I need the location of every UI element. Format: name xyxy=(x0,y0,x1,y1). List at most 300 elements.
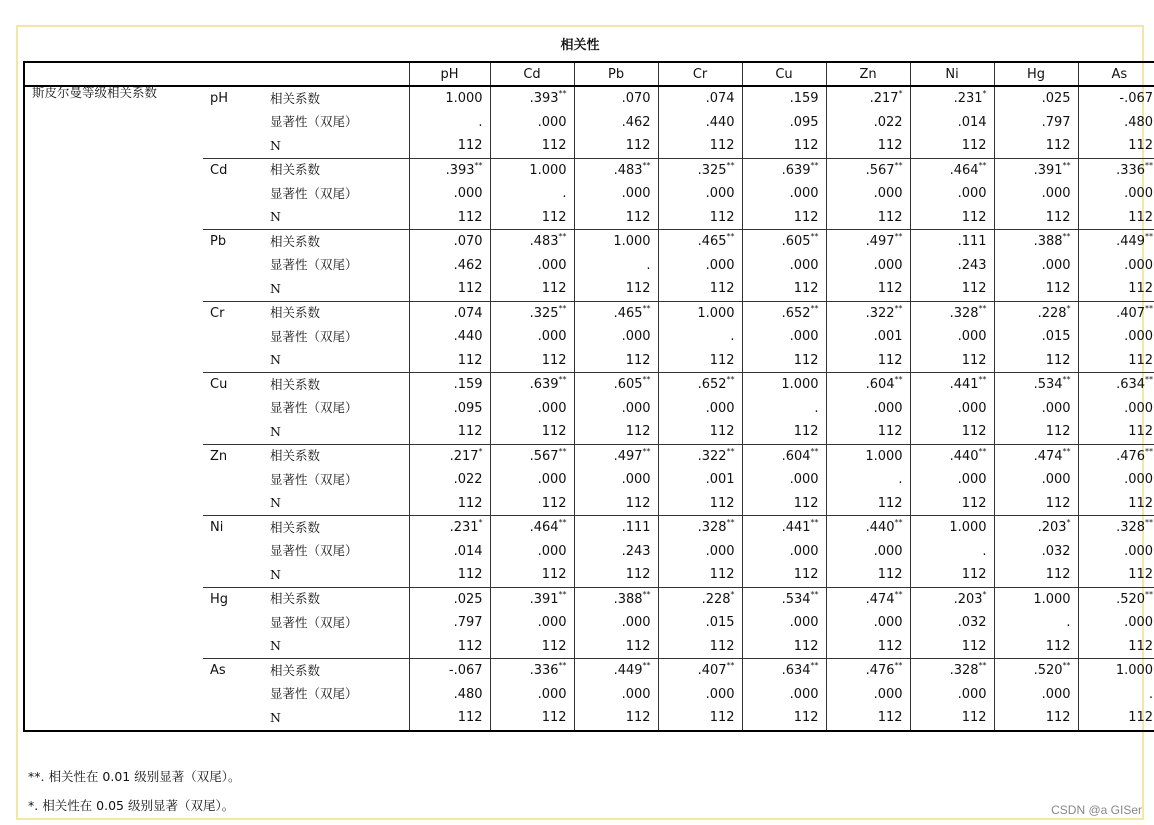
table-row xyxy=(24,86,1154,111)
table-cell xyxy=(826,516,910,540)
cell-value: .336 xyxy=(529,663,559,679)
significance-mark: ** xyxy=(558,661,567,671)
cell-value: 1.000 xyxy=(865,448,903,464)
cell-value: 1.000 xyxy=(445,91,483,107)
table-cell: .000 xyxy=(658,182,742,206)
cell-value: .322 xyxy=(865,305,895,321)
cell-value: .440 xyxy=(865,520,895,536)
table-cell xyxy=(1078,230,1154,254)
significance-mark: ** xyxy=(810,589,819,599)
table-cell: .000 xyxy=(574,397,658,421)
table-cell: .000 xyxy=(742,325,826,349)
cell-value: -.067 xyxy=(1119,91,1154,107)
cell-value: .520 xyxy=(1116,591,1146,607)
table-cell: .001 xyxy=(658,468,742,492)
significance-mark: * xyxy=(478,518,483,528)
table-cell: 112 xyxy=(1078,349,1154,373)
cell-value: .639 xyxy=(781,162,811,178)
significance-mark: ** xyxy=(642,446,651,456)
row-variable xyxy=(203,611,263,635)
significance-mark: ** xyxy=(810,661,819,671)
table-cell: 112 xyxy=(490,134,574,158)
table-cell: 112 xyxy=(574,206,658,230)
significance-mark: ** xyxy=(558,446,567,456)
table-cell: 112 xyxy=(742,420,826,444)
footnote-level: 0.05 xyxy=(96,798,125,813)
significance-mark: ** xyxy=(726,661,735,671)
cell-value: .652 xyxy=(697,377,727,393)
row-variable xyxy=(203,277,263,301)
row-variable: Hg xyxy=(203,587,263,611)
significance-mark: ** xyxy=(810,446,819,456)
table-cell xyxy=(1078,158,1154,182)
cell-value: .534 xyxy=(1033,377,1063,393)
table-cell: .000 xyxy=(1078,254,1154,278)
table-cell: .243 xyxy=(910,254,994,278)
table-cell: . xyxy=(574,254,658,278)
table-title: 相关性 xyxy=(560,38,600,53)
table-cell: .000 xyxy=(490,468,574,492)
table-cell: 112 xyxy=(742,635,826,659)
table-cell: .014 xyxy=(910,111,994,135)
cell-value: 1.000 xyxy=(781,377,819,393)
table-cell: .440 xyxy=(658,111,742,135)
cell-value: .605 xyxy=(613,377,643,393)
row-variable: pH xyxy=(210,91,229,107)
stat-label: 相关系数 xyxy=(263,444,409,468)
table-cell: 112 xyxy=(994,420,1078,444)
row-variable xyxy=(203,635,263,659)
table-cell: 112 xyxy=(574,349,658,373)
footnote-text: 级别显著（双尾）。 xyxy=(124,798,235,813)
table-cell: 112 xyxy=(574,492,658,516)
table-cell: .014 xyxy=(409,540,490,564)
table-cell: .000 xyxy=(826,397,910,421)
col-header: Pb xyxy=(574,62,658,86)
table-cell xyxy=(1078,301,1154,325)
significance-mark: ** xyxy=(978,446,987,456)
significance-mark: ** xyxy=(558,518,567,528)
table-cell: 112 xyxy=(490,563,574,587)
cell-value: .652 xyxy=(781,305,811,321)
table-cell xyxy=(574,659,658,683)
cell-value: .388 xyxy=(613,591,643,607)
table-cell: .000 xyxy=(742,468,826,492)
cell-value: .217 xyxy=(869,91,899,107)
table-cell: .243 xyxy=(574,540,658,564)
significance-mark: ** xyxy=(726,232,735,242)
cell-value: 1.000 xyxy=(949,520,987,536)
cell-value: .025 xyxy=(1041,91,1071,107)
table-cell: .000 xyxy=(490,683,574,707)
table-cell xyxy=(742,659,826,683)
significance-mark: ** xyxy=(642,589,651,599)
footnote-005 xyxy=(28,796,234,814)
table-cell: 112 xyxy=(490,349,574,373)
stat-label: 显著性（双尾） xyxy=(270,686,358,701)
table-cell: .000 xyxy=(742,182,826,206)
table-cell: 112 xyxy=(826,635,910,659)
cell-value: .497 xyxy=(865,234,895,250)
table-cell: 112 xyxy=(490,206,574,230)
cell-value: .393 xyxy=(529,91,559,107)
table-cell xyxy=(742,587,826,611)
significance-mark: ** xyxy=(726,160,735,170)
table-cell xyxy=(490,659,574,683)
table-cell: 112 xyxy=(742,492,826,516)
stat-label: 显著性（双尾） xyxy=(270,471,358,487)
table-cell: .000 xyxy=(994,683,1078,707)
row-variable xyxy=(203,325,263,349)
row-variable xyxy=(203,397,263,421)
table-cell: 112 xyxy=(658,134,742,158)
table-cell: 112 xyxy=(574,706,658,731)
significance-mark: * xyxy=(478,446,483,456)
table-cell xyxy=(490,444,574,468)
cell-value: .159 xyxy=(453,377,483,393)
table-cell: . xyxy=(409,111,490,135)
table-cell: .462 xyxy=(574,111,658,135)
table-cell: 112 xyxy=(826,420,910,444)
stat-label: N xyxy=(270,209,281,224)
cell-value: .328 xyxy=(949,663,979,679)
table-cell: .000 xyxy=(658,540,742,564)
table-cell: 112 xyxy=(409,349,490,373)
row-variable: Pb xyxy=(203,230,263,254)
significance-mark: ** xyxy=(894,661,903,671)
table-cell: .000 xyxy=(490,397,574,421)
cell-value: .474 xyxy=(865,591,895,607)
cell-value: .483 xyxy=(613,162,643,178)
table-cell: 112 xyxy=(1078,206,1154,230)
significance-mark: * xyxy=(730,589,735,599)
table-cell xyxy=(826,301,910,325)
row-variable: Cr xyxy=(203,301,263,325)
significance-mark: ** xyxy=(558,375,567,385)
table-cell xyxy=(658,373,742,397)
table-cell xyxy=(994,158,1078,182)
table-cell xyxy=(490,230,574,254)
cell-value: .534 xyxy=(781,591,811,607)
table-cell: .000 xyxy=(574,182,658,206)
row-variable xyxy=(203,349,263,373)
table-cell: 112 xyxy=(658,492,742,516)
table-cell: .000 xyxy=(574,468,658,492)
cell-value: .325 xyxy=(529,305,559,321)
cell-value: .231 xyxy=(449,520,479,536)
table-cell xyxy=(910,86,994,111)
cell-value: .520 xyxy=(1033,663,1063,679)
table-cell xyxy=(742,444,826,468)
stat-label: 显著性（双尾） xyxy=(270,400,358,415)
row-variable xyxy=(203,540,263,564)
table-cell: .000 xyxy=(742,540,826,564)
row-variable: Cd xyxy=(203,158,263,182)
row-variable xyxy=(203,683,263,707)
stat-label: 相关系数 xyxy=(263,587,409,611)
table-cell: . xyxy=(742,397,826,421)
group-label: 斯皮尔曼等级相关系数 xyxy=(32,85,158,100)
significance-mark: ** xyxy=(978,303,987,313)
col-header: Cu xyxy=(742,62,826,86)
table-cell: 112 xyxy=(826,349,910,373)
stat-label: N xyxy=(270,709,281,725)
cell-value: .228 xyxy=(701,591,731,607)
cell-value: 1.000 xyxy=(529,162,567,178)
stat-label: N xyxy=(270,137,281,153)
significance-mark: ** xyxy=(810,160,819,170)
col-header: Cd xyxy=(490,62,574,86)
stat-label: 相关系数 xyxy=(263,158,409,182)
table-cell xyxy=(409,587,490,611)
stat-label: 相关系数 xyxy=(263,230,409,254)
stat-label: 相关系数 xyxy=(263,301,409,325)
table-cell: .032 xyxy=(994,540,1078,564)
footnote-level: 0.01 xyxy=(102,769,131,784)
watermark: CSDN @a GISer xyxy=(1051,803,1142,817)
table-cell xyxy=(658,301,742,325)
table-cell: 112 xyxy=(658,420,742,444)
row-variable xyxy=(203,706,263,731)
significance-mark: ** xyxy=(894,589,903,599)
significance-mark: ** xyxy=(1062,232,1071,242)
cell-value: 1.000 xyxy=(613,234,651,250)
col-header: pH xyxy=(409,62,490,86)
table-cell: 112 xyxy=(994,277,1078,301)
cell-value: .497 xyxy=(613,448,643,464)
significance-mark: ** xyxy=(1062,446,1071,456)
table-cell xyxy=(574,158,658,182)
cell-value: .228 xyxy=(1037,305,1067,321)
cell-value: .449 xyxy=(613,663,643,679)
table-cell: .797 xyxy=(994,111,1078,135)
cell-value: .605 xyxy=(781,234,811,250)
header-row xyxy=(24,62,1154,86)
table-cell xyxy=(658,444,742,468)
table-cell: 112 xyxy=(910,349,994,373)
table-cell xyxy=(1078,587,1154,611)
significance-mark: ** xyxy=(1145,589,1154,599)
significance-mark: * xyxy=(982,89,987,99)
table-cell xyxy=(826,659,910,683)
cell-value: .328 xyxy=(697,520,727,536)
significance-mark: ** xyxy=(1145,446,1154,456)
cell-value: .328 xyxy=(1116,520,1146,536)
table-cell xyxy=(994,301,1078,325)
cell-value: .465 xyxy=(613,305,643,321)
cell-value: .604 xyxy=(865,377,895,393)
table-cell: . xyxy=(658,325,742,349)
row-variable xyxy=(203,254,263,278)
significance-mark: ** xyxy=(558,589,567,599)
stat-label: 显著性（双尾） xyxy=(270,257,358,272)
table-cell xyxy=(490,86,574,111)
significance-mark: ** xyxy=(1145,303,1154,313)
stat-label: 相关系数 xyxy=(263,659,409,683)
significance-mark: ** xyxy=(642,160,651,170)
table-cell: 112 xyxy=(994,134,1078,158)
table-cell xyxy=(658,659,742,683)
cell-value: .217 xyxy=(449,448,479,464)
stat-label: 相关系数 xyxy=(263,373,409,397)
table-cell: .000 xyxy=(490,540,574,564)
table-cell xyxy=(490,373,574,397)
table-cell: 112 xyxy=(826,706,910,731)
table-cell: .000 xyxy=(742,683,826,707)
table-cell: .000 xyxy=(490,111,574,135)
table-cell: .000 xyxy=(1078,468,1154,492)
table-cell: .000 xyxy=(742,254,826,278)
significance-mark: ** xyxy=(642,661,651,671)
significance-mark: ** xyxy=(1062,661,1071,671)
footnote-001 xyxy=(28,767,241,785)
table-cell xyxy=(658,587,742,611)
cell-value: .567 xyxy=(529,448,559,464)
table-cell: . xyxy=(1078,683,1154,707)
significance-mark: ** xyxy=(1145,232,1154,242)
table-cell: .480 xyxy=(409,683,490,707)
cell-value: .464 xyxy=(529,520,559,536)
significance-mark: ** xyxy=(1062,160,1071,170)
cell-value: 1.000 xyxy=(1115,663,1154,679)
table-cell xyxy=(994,516,1078,540)
table-cell xyxy=(490,158,574,182)
cell-value: .476 xyxy=(865,663,895,679)
significance-mark: ** xyxy=(474,160,483,170)
table-cell: .015 xyxy=(994,325,1078,349)
table-cell xyxy=(910,516,994,540)
table-cell: 112 xyxy=(826,134,910,158)
table-cell xyxy=(910,373,994,397)
significance-mark: ** xyxy=(1062,375,1071,385)
table-cell: .440 xyxy=(409,325,490,349)
significance-mark: * xyxy=(898,89,903,99)
significance-mark: ** xyxy=(978,160,987,170)
stat-label: 显著性（双尾） xyxy=(270,114,358,129)
table-cell: .000 xyxy=(1078,325,1154,349)
table-cell: .001 xyxy=(826,325,910,349)
row-variable xyxy=(203,420,263,444)
row-variable xyxy=(203,134,263,158)
table-cell xyxy=(1078,516,1154,540)
table-cell xyxy=(994,373,1078,397)
table-cell: 112 xyxy=(490,277,574,301)
table-cell: 112 xyxy=(409,492,490,516)
table-cell xyxy=(658,230,742,254)
significance-mark: * xyxy=(1066,303,1071,313)
table-cell: .462 xyxy=(409,254,490,278)
cell-value: .393 xyxy=(445,162,475,178)
significance-mark: ** xyxy=(894,160,903,170)
footnote-text: . 相关性在 xyxy=(34,798,97,813)
table-cell: .000 xyxy=(826,611,910,635)
cell-value: 1.000 xyxy=(1033,591,1071,607)
cell-value: .391 xyxy=(1033,162,1063,178)
cell-value: -.067 xyxy=(448,663,483,679)
significance-mark: ** xyxy=(558,89,567,99)
stat-label: 显著性（双尾） xyxy=(270,185,358,201)
table-cell xyxy=(574,516,658,540)
table-cell: 112 xyxy=(742,563,826,587)
table-cell: 112 xyxy=(1078,563,1154,587)
significance-mark: ** xyxy=(978,661,987,671)
footnote-text: 级别显著（双尾）。 xyxy=(130,769,241,784)
stat-label: 显著性（双尾） xyxy=(270,328,358,344)
table-cell: 112 xyxy=(409,635,490,659)
table-cell: 112 xyxy=(910,635,994,659)
table-cell: .095 xyxy=(409,397,490,421)
table-cell xyxy=(826,230,910,254)
table-cell: 112 xyxy=(1078,134,1154,158)
table-cell: 112 xyxy=(490,492,574,516)
cell-value: .070 xyxy=(621,91,651,107)
row-variable xyxy=(203,563,263,587)
cell-value: .407 xyxy=(1116,305,1146,321)
table-cell: .000 xyxy=(1078,182,1154,206)
table-cell: 112 xyxy=(409,563,490,587)
stat-label: N xyxy=(270,352,281,367)
significance-mark: * xyxy=(982,589,987,599)
table-cell: 112 xyxy=(994,206,1078,230)
table-cell: 112 xyxy=(1078,492,1154,516)
cell-value: .111 xyxy=(621,520,651,536)
cell-value: .388 xyxy=(1033,234,1063,250)
footnote-text: . 相关性在 xyxy=(40,769,103,784)
table-cell xyxy=(994,587,1078,611)
significance-mark: ** xyxy=(1145,160,1154,170)
table-cell xyxy=(826,587,910,611)
table-cell xyxy=(910,659,994,683)
table-cell: 112 xyxy=(409,134,490,158)
table-cell: 112 xyxy=(574,277,658,301)
significance-mark: ** xyxy=(1145,375,1154,385)
table-cell: 112 xyxy=(910,134,994,158)
significance-mark: ** xyxy=(1145,518,1154,528)
table-cell: .000 xyxy=(910,397,994,421)
table-cell: .000 xyxy=(490,254,574,278)
cell-value: .634 xyxy=(1116,377,1146,393)
cell-value: .441 xyxy=(949,377,979,393)
table-cell: . xyxy=(910,540,994,564)
cell-value: .203 xyxy=(953,591,983,607)
table-cell: .000 xyxy=(1078,540,1154,564)
table-cell xyxy=(994,659,1078,683)
table-cell: 112 xyxy=(910,492,994,516)
table-cell: 112 xyxy=(658,563,742,587)
table-cell: 112 xyxy=(994,635,1078,659)
significance-mark: ** xyxy=(894,518,903,528)
table-cell xyxy=(742,158,826,182)
cell-value: .322 xyxy=(697,448,727,464)
table-cell: 112 xyxy=(1078,420,1154,444)
cell-value: .074 xyxy=(705,91,735,107)
significance-mark: ** xyxy=(726,446,735,456)
cell-value: .634 xyxy=(781,663,811,679)
table-cell xyxy=(409,659,490,683)
table-cell xyxy=(1078,659,1154,683)
table-cell: .000 xyxy=(658,683,742,707)
cell-value: .567 xyxy=(865,162,895,178)
table-cell: 112 xyxy=(994,563,1078,587)
table-cell xyxy=(574,444,658,468)
table-cell: .000 xyxy=(658,254,742,278)
cell-value: .336 xyxy=(1116,162,1146,178)
cell-value: 1.000 xyxy=(697,305,735,321)
significance-mark: ** xyxy=(726,518,735,528)
table-cell xyxy=(742,230,826,254)
cell-value: .483 xyxy=(529,234,559,250)
table-cell: 112 xyxy=(742,206,826,230)
